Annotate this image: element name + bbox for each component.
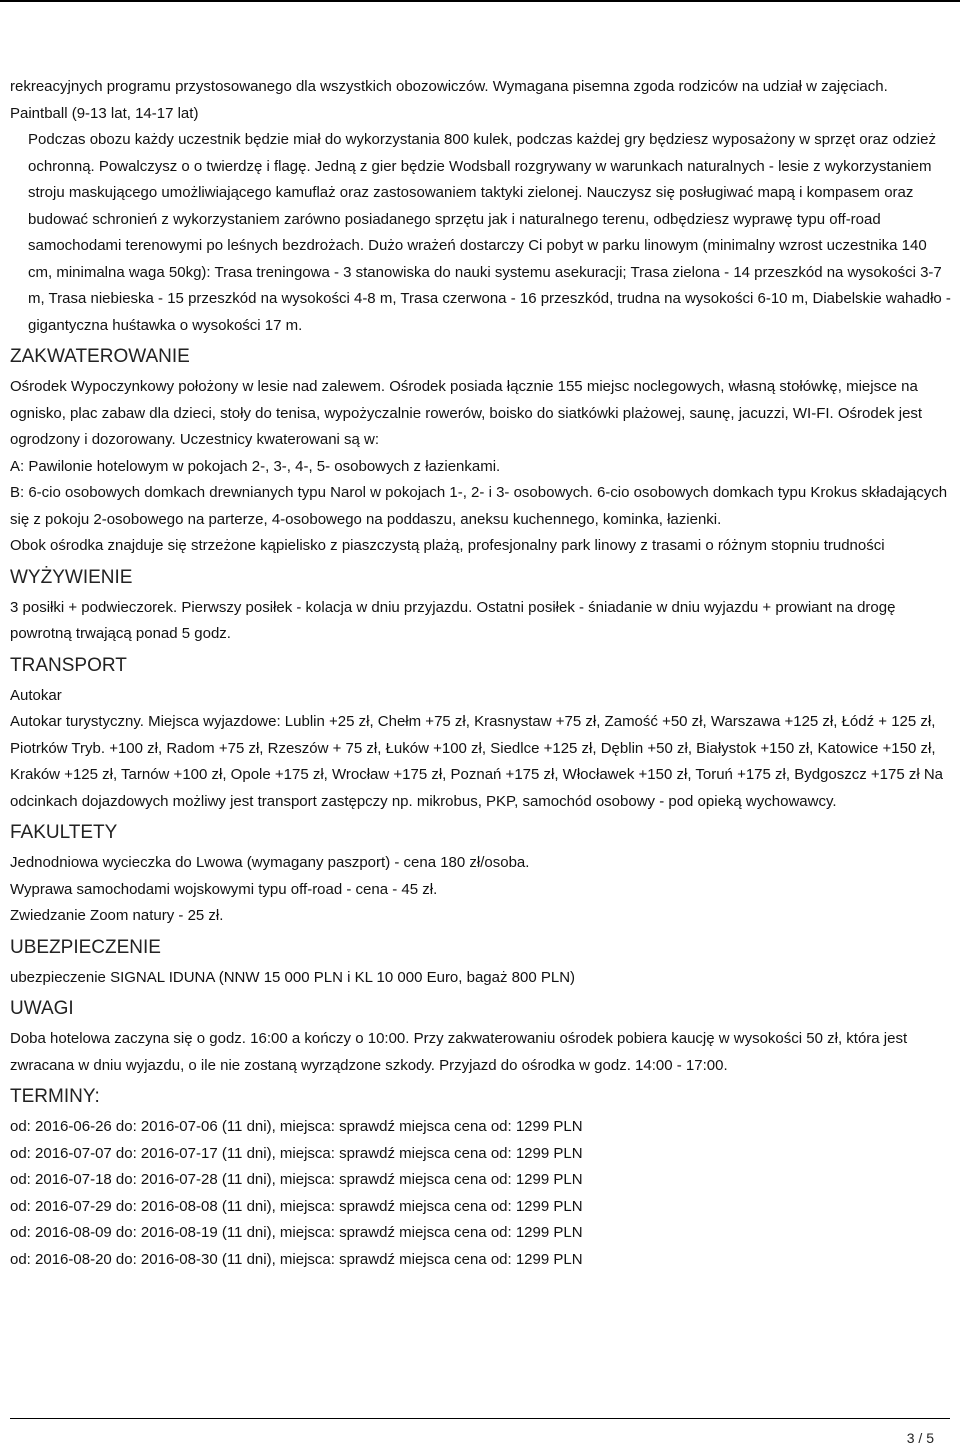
paragraph-transport-details: Autokar turystyczny. Miejsca wyjazdowe: Lublin +25 zł, Chełm +75 zł, Krasnystaw +75 zł, Zamość +50 zł, Warszawa +125 zł, Łódź + 125 zł, Piotrków Tryb. +100 zł, Radom +75 zł, Rzeszów + 75 zł, Łuków +100 zł, Siedlce +125 zł, Dęblin +50 zł, Białystok +150 zł, Katowice +150 zł, Kraków +125 zł, Tarnów +100 zł, Opole +175 zł, Wrocław +175 zł, Poznań +175 zł, Włocławek +150 zł, Toruń +175 zł, Bydgoszcz +175 zł Na odcinkach dojazdowych możliwy jest transport zastępczy np. mikrobus, PKP, samochód osobowy - pod opieką wychowawcy. — [10, 713, 944, 810]
heading-uwagi: UWAGI — [10, 998, 74, 1019]
paragraph-paintball-description: Podczas obozu każdy uczestnik będzie miał do wykorzystania 800 kulek, podczas każdej gry będziesz wyposażony w sprzęt oraz odzież ochronną. Powalczysz o o twierdzę i flagę. Jedną z gier będzie Wodsball rozgrywany w warunkach naturalnych - lesie z wykorzystaniem stroju maskującego umożliwiającego kamuflaż oraz zastosowaniem taktyki zielonej. Nauczysz się posługiwać mapą i kompasem oraz budować schronień z wykorzystaniem zarówno posiadanego sprzętu jak i naturalnego terenu, odbędziesz wyprawę typu off-road samochodami terenowymi po leśnych bezdrożach. Dużo wrażeń dostarczy Ci pobyt w parku linowym (minimalny wzrost uczestnika 140 cm, minimalna waga 50kg): Trasa treningowa - 3 stanowiska do nauki systemu asekuracji; Trasa zielona - 14 przeszkód na wysokości 3-7 m, Trasa niebieska - 15 przeszkód na wysokości 4-8 m, Trasa czerwona - 16 przeszkód, trudna na wysokości 6-10 m, Diabelskie wahadło - gigantyczna huśtawka o wysokości 17 m. — [28, 131, 951, 334]
top-border-rule — [0, 0, 960, 2]
paragraph-elective-lviv: Jednodniowa wycieczka do Lwowa (wymagany paszport) - cena 180 zł/osoba. — [10, 854, 530, 871]
paragraph-accommodation-overview: Ośrodek Wypoczynkowy położony w lesie nad zalewem. Ośrodek posiada łącznie 155 miejsc noclegowych, własną stołówkę, miejsce na ognisko, plac zabaw dla dzieci, stoły do tenisa, wypożyczalnie rowerów, boisko do siatkówki plażowej, saunę, jacuzzi, WI-FI. Ośrodek jest ogrodzony i dozorowany. Uczestnicy kwaterowani są w: — [10, 378, 923, 448]
heading-transport: TRANSPORT — [10, 654, 127, 676]
term-item: od: 2016-06-26 do: 2016-07-06 (11 dni), miejsca: sprawdź miejsca cena od: 1299 PLN — [10, 1118, 583, 1135]
term-item: od: 2016-07-07 do: 2016-07-17 (11 dni), miejsca: sprawdź miejsca cena od: 1299 PLN — [10, 1144, 583, 1162]
paragraph-elective-zoo: Zwiedzanie Zoom natury - 25 zł. — [10, 907, 224, 924]
paragraph-paintball-title: Paintball (9-13 lat, 14-17 lat) — [10, 104, 199, 122]
paragraph-insurance: ubezpieczenie SIGNAL IDUNA (NNW 15 000 PLN i KL 10 000 Euro, bagaż 800 PLN) — [10, 968, 576, 986]
paragraph-accommodation-b: B: 6-cio osobowych domkach drewnianych typu Narol w pokojach 1-, 2- i 3- osobowych. 6-cio osobowych domkach typu Krokus składających się z pokoju 2-osobowego na parterze, 4-osobowego na poddaszu, aneksu kuchennego, kominka, łazienki. — [10, 484, 948, 528]
heading-terminy: TERMINY: — [10, 1086, 100, 1107]
term-item: od: 2016-08-20 do: 2016-08-30 (11 dni), miejsca: sprawdź miejsca cena od: 1299 PLN — [10, 1250, 583, 1268]
paragraph-elective-offroad: Wyprawa samochodami wojskowymi typu off-road - cena - 45 zł. — [10, 880, 438, 898]
heading-zakwaterowanie: ZAKWATEROWANIE — [10, 346, 190, 367]
heading-wyzywienie: WYŻYWIENIE — [10, 566, 133, 588]
heading-ubezpieczenie: UBEZPIECZENIE — [10, 936, 161, 958]
term-item: od: 2016-08-09 do: 2016-08-19 (11 dni), miejsca: sprawdź miejsca cena od: 1299 PLN — [10, 1224, 583, 1241]
paragraph-intro: rekreacyjnych programu przystosowanego dla wszystkich obozowiczów. Wymagana pisemna zgoda rodziców na udział w zajęciach. — [10, 78, 888, 95]
term-item: od: 2016-07-29 do: 2016-08-08 (11 dni), miejsca: sprawdź miejsca cena od: 1299 PLN — [10, 1197, 583, 1215]
document-body — [10, 74, 955, 1273]
paragraph-meals: 3 posiłki + podwieczorek. Pierwszy posiłek - kolacja w dniu przyjazdu. Ostatni posiłek - śniadanie w dniu wyjazdu + prowiant na drogę powrotną trwającą ponad 5 godz. — [10, 598, 896, 642]
page-number: 3 / 5 — [906, 1430, 934, 1446]
heading-fakultety: FAKULTETY — [10, 822, 118, 843]
paragraph-accommodation-a: A: Pawilonie hotelowym w pokojach 2-, 3-, 4-, 5- osobowych z łazienkami. — [10, 457, 501, 475]
paragraph-transport-type: Autokar — [10, 686, 62, 704]
paragraph-accommodation-beach: Obok ośrodka znajduje się strzeżone kąpielisko z piaszczystą plażą, profesjonalny park linowy z trasami o różnym stopniu trudności — [10, 537, 885, 554]
footer-rule — [10, 1418, 950, 1419]
term-item: od: 2016-07-18 do: 2016-07-28 (11 dni), miejsca: sprawdź miejsca cena od: 1299 PLN — [10, 1171, 583, 1188]
paragraph-notes: Doba hotelowa zaczyna się o godz. 16:00 a kończy o 10:00. Przy zakwaterowaniu ośrodek pobiera kaucję w wysokości 50 zł, która jest zwracana w dniu wyjazdu, o ile nie zostaną wyrządzone szkody. Przyjazd do ośrodka w godz. 14:00 - 17:00. — [10, 1030, 908, 1074]
